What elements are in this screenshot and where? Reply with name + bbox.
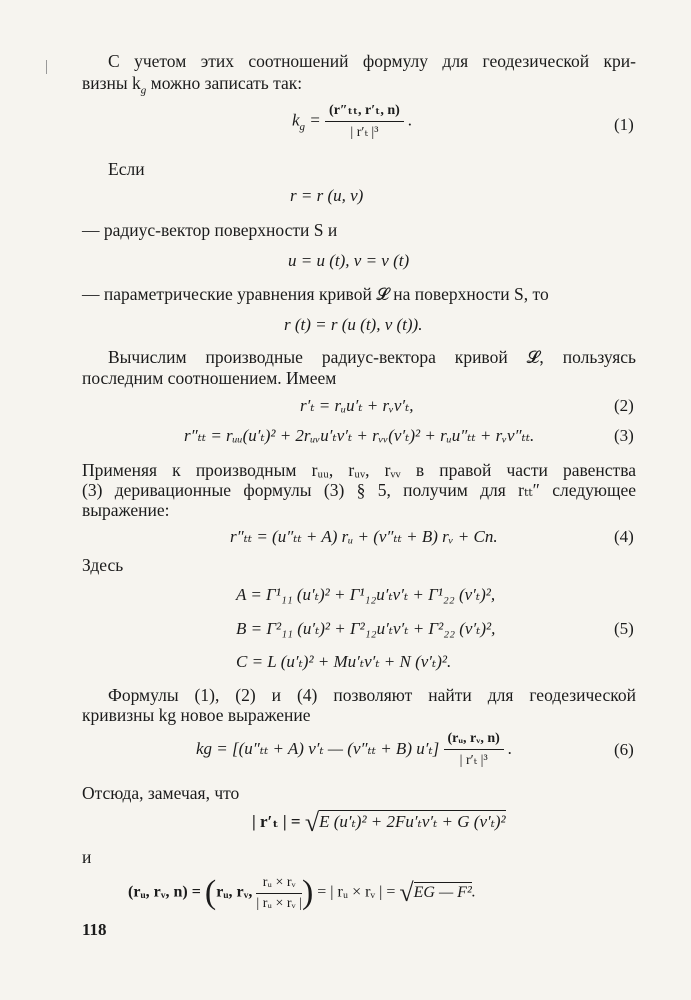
esli-word: Если (108, 159, 145, 179)
page-number: 118 (82, 920, 107, 939)
period: . (471, 883, 476, 901)
equation-5-A: A = Γ¹₁₁ (u′ₜ)² + Γ¹₁₂u′ₜv′ₜ + Γ¹₂₂ (v′ₜ)², (236, 585, 496, 604)
equation-u-v-of-t: u = u (t), v = v (t) (288, 251, 410, 270)
text-segment: можно записать так: (146, 73, 303, 93)
sqrt-sign: √ (304, 808, 320, 837)
denominator: | r′ₜ |³ (459, 753, 488, 768)
right-paren: ) (301, 874, 314, 911)
last-inner: rᵤ, rᵥ, (216, 883, 257, 901)
equation-r-of-t: r (t) = r (u (t), v (t)). (284, 315, 423, 334)
equation-4: r″ₜₜ = (u″ₜₜ + A) rᵤ + (v″ₜₜ + B) rᵥ + Cn. (230, 527, 498, 546)
left-paren: ( (204, 874, 217, 911)
paragraph-4-line-2: кривизны kg новое выражение (82, 705, 311, 725)
numerator: (rᵤ, rᵥ, n) (444, 731, 504, 750)
equation-triple-product (128, 874, 476, 912)
equation-3: r″ₜₜ = rᵤᵤ(u′ₜ)² + 2rᵤᵥu′ₜv′ₜ + rᵥᵥ(v′ₜ)² + rᵤu″ₜₜ + rᵥv″ₜₜ. (184, 426, 535, 445)
radius-vector-line: — радиус-вектор поверхности S и (82, 220, 338, 240)
equation-6: kg = [(u″ₜₜ + A) v′ₜ — (v″ₜₜ + B) u′ₜ] $\frac{\text{(rᵤ, rᵥ, n)}}{\text{| r′ₜ |³}}$ . (196, 731, 513, 768)
paragraph-3-line-3: выражение: (82, 500, 170, 520)
equation-4-label: (4) (614, 527, 634, 546)
equation-6-label: (6) (614, 740, 634, 759)
last-lhs: (rᵤ, rᵥ, n) = (128, 883, 205, 901)
i-word: и (82, 847, 92, 867)
subscript: g (140, 84, 147, 97)
radicand: EG — F² (413, 883, 472, 901)
radicand: E (u′ₜ)² + 2Fu′ₜv′ₜ + G (v′ₜ)² (319, 811, 506, 831)
numerator: (r″ₜₜ, r′ₜ, n) (325, 102, 404, 122)
paragraph-4-line-1: Формулы (1), (2) и (4) позволяют найти для геодезической (108, 685, 636, 705)
otsyuda-line: Отсюда, замечая, что (82, 783, 240, 803)
equation-1: $k_g$ = $\frac{\text{(r″ₜₜ, r′ₜ, n)}}{\text{| r′ₜ |³}}$ . (292, 103, 413, 140)
equation-1-label: (1) (614, 115, 634, 134)
denominator: | r′ₜ |³ (350, 125, 379, 140)
sqrt-sign: √ (399, 878, 414, 907)
paragraph-1-line-2 (82, 72, 302, 102)
paragraph-1-line-1: С учетом этих соотношений формулу для геодезической кри- (108, 51, 636, 71)
parametric-equations-line: — параметрические уравнения кривой 𝓛 на поверхности S, то (82, 284, 549, 304)
equation-3-label: (3) (614, 426, 634, 445)
paragraph-3-line-2: (3) деривационные формулы (3) § 5, получим для rₜₜ″ следующее (82, 480, 636, 500)
equation-5-label: (5) (614, 619, 634, 638)
fraction (325, 102, 404, 141)
norm-lhs: | r′ₜ | = (252, 811, 305, 831)
text-segment: визны k (82, 73, 141, 93)
subscript: g (299, 120, 306, 133)
eq-symbol: k (292, 110, 300, 130)
paragraph-2-line-1: Вычислим производные радиус-вектора кривой 𝓛, пользуясь (108, 347, 636, 367)
paragraph-2-line-2: последним соотношением. Имеем (82, 368, 337, 388)
equation-5-B: B = Γ²₁₁ (u′ₜ)² + Γ²₁₂u′ₜv′ₜ + Γ²₂₂ (v′ₜ)², (236, 619, 496, 638)
equation-2: r′ₜ = rᵤu′ₜ + rᵥv′ₜ, (300, 396, 414, 415)
fraction (256, 875, 302, 912)
eq6-lhs: kg = [(u″ₜₜ + A) v′ₜ — (v″ₜₜ + B) u′ₜ] (196, 738, 440, 758)
equation-2-label: (2) (614, 396, 634, 415)
numerator: rᵤ × rᵥ (256, 875, 302, 894)
denominator: | rᵤ × rᵥ | (256, 895, 302, 911)
last-rhs: = | rᵤ × rᵥ | = (313, 883, 400, 901)
equation-5-C: C = L (u′ₜ)² + Mu′ₜv′ₜ + N (v′ₜ)². (236, 652, 452, 671)
margin-mark (46, 60, 47, 74)
fraction (444, 731, 504, 769)
equation-norm (252, 808, 506, 838)
paragraph-3-line-1: Применяя к производным rᵤᵤ, rᵤᵥ, rᵥᵥ в правой части равенства (82, 460, 636, 480)
equation-r-uv: r = r (u, v) (290, 186, 364, 205)
zdes-word: Здесь (82, 555, 124, 575)
